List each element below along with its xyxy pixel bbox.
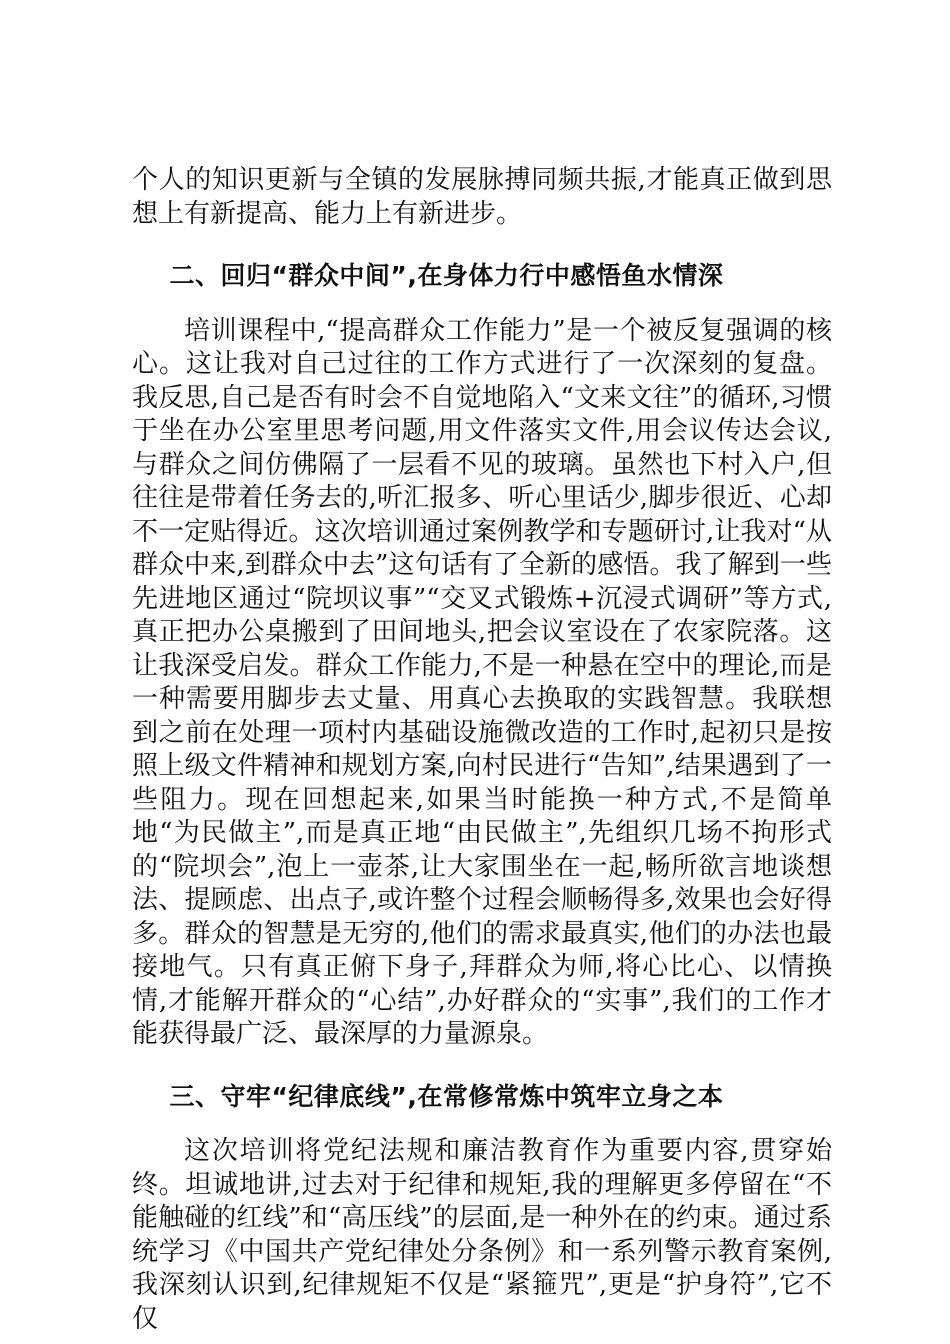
section-2-heading: 二、回归“群众中间”,在身体力行中感悟鱼水情深 [169,261,724,290]
intro-paragraph: 个人的知识更新与全镇的发展脉搏同频共振,才能真正做到思想上有新提高、能力上有新进步。 [132,165,832,229]
section-3-paragraph: 这次培训将党纪法规和廉洁教育作为重要内容,贯穿始终。坦诚地讲,过去对于纪律和规矩,我的理解更多停留在“不能触碰的红线”和“高压线”的层面,是一种外在的约束。通过系统学习《中国共产党纪律处分条例》和一系列警示教育案例,我深刻认识到,纪律规矩不仅是“紧箍咒”,更是“护身符”,它不仅 [132,1136,832,1334]
section-2-paragraph: 培训课程中,“提高群众工作能力”是一个被反复强调的核心。这让我对自己过往的工作方式进行了一次深刻的复盘。我反思,自己是否有时会不自觉地陷入“文来文往”的循环,习惯于坐在办公室里思考问题,用文件落实文件,用会议传达会议,与群众之间仿佛隔了一层看不见的玻璃。虽然也下村入户,但往往是带着任务去的,听汇报多、听心里话少,脚步很近、心却不一定贴得近。这次培训通过案例教学和专题研讨,让我对“从群众中来,到群众中去”这句话有了全新的感悟。我了解到一些先进地区通过“院坝议事”“交叉式锻炼+沉浸式调研”等方式,真正把办公桌搬到了田间地头,把会议室设在了农家院落。这让我深受启发。群众工作能力,不是一种悬在空中的理论,而是一种需要用脚步去丈量、用真心去换取的实践智慧。我联想到之前在处理一项村内基础设施微改造的工作时,起初只是按照上级文件精神和规划方案,向村民进行“告知”,结果遇到了一些阻力。现在回想起来,如果当时能换一种方式,不是简单地“为民做主”,而是真正地“由民做主”,先组织几场不拘形式的“院坝会”,泡上一壶茶,让大家围坐在一起,畅所欲言地谈想法、提顾虑、出点子,或许整个过程会顺畅得多,效果也会好得多。群众的智慧是无穷的,他们的需求最真实,他们的办法也最接地气。只有真正俯下身子,拜群众为师,将心比心、以情换情,才能解开群众的“心结”,办好群众的“实事”,我们的工作才能获得最广泛、最深厚的力量源泉。 [132,315,832,1049]
document-body [132,164,832,1336]
section-3-heading: 三、守牢“纪律底线”,在常修常炼中筑牢立身之本 [169,1081,724,1111]
